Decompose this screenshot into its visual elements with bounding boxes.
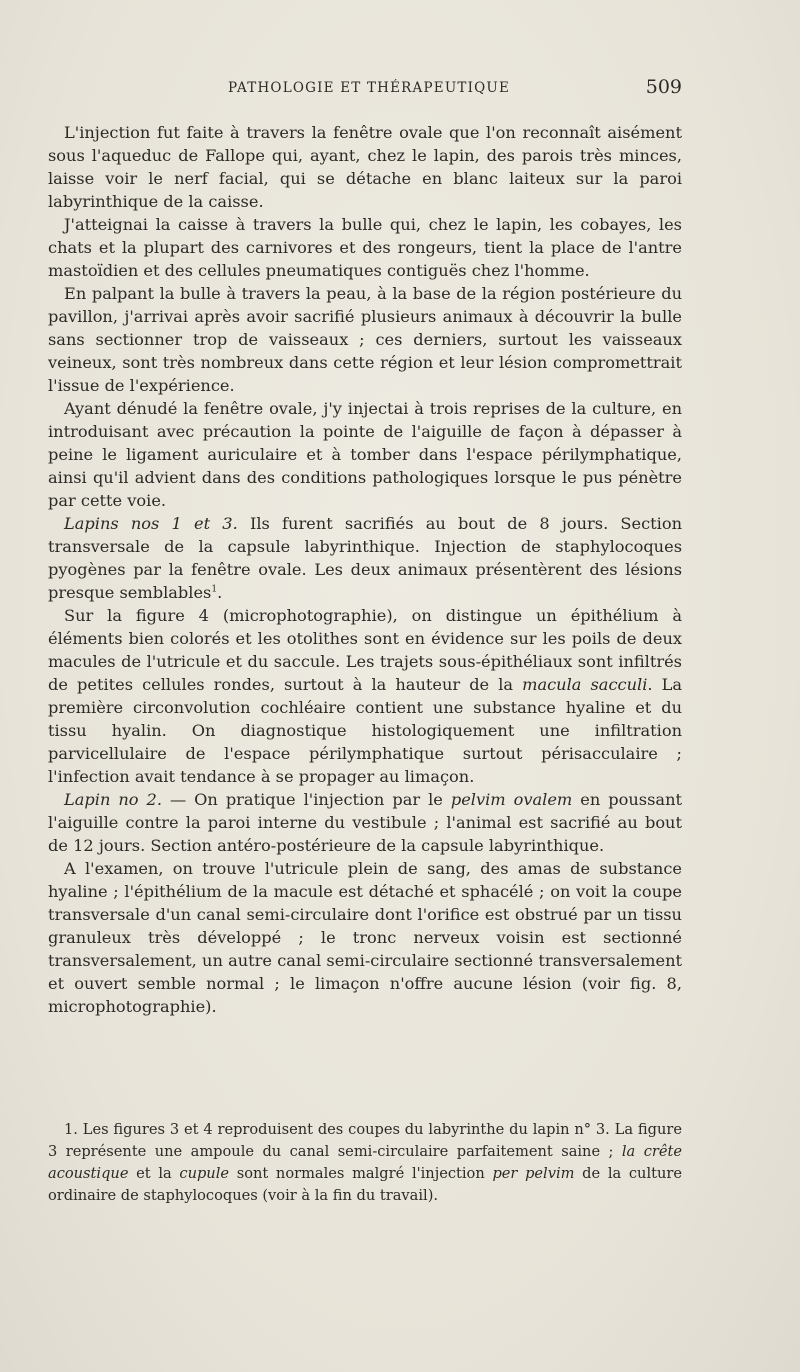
running-title: PATHOLOGIE ET THÉRAPEUTIQUE xyxy=(228,80,511,96)
paragraph: J'atteignai la caisse à travers la bulle qui, chez le lapin, les cobayes, les chats et la plupart des carnivores et des rongeurs, tient la place de l'antre mastoïdien et des cellules pneumatiques contiguës chez l'homme. xyxy=(48,215,682,280)
italic-term: cupule xyxy=(179,1165,230,1182)
paragraph: Ayant dénudé la fenêtre ovale, j'y injectai à trois reprises de la culture, en introduisant avec précaution la pointe de l'aiguille de façon à dépasser à peine le ligament auriculaire et à tomber dans l'espace périlymphatique, ainsi qu'il advient dans des conditions pathologiques lorsque le pus pénètre par cette voie. xyxy=(48,399,682,510)
paragraph: En palpant la bulle à travers la peau, à la base de la région postérieure du pavillon, j'arrivai après avoir sacrifié plusieurs animaux à découvrir la bulle sans sectionner trop de vaisseaux ; ces derniers, surtout les vaisseaux veineux, sont très nombreux dans cette région et leur lésion compromettrait l'issue de l'expérience. xyxy=(48,284,682,395)
italic-term: per pelvim xyxy=(492,1165,575,1182)
italic-term: la crête acoustique xyxy=(48,1143,682,1182)
subsection-label: Lapin no 2. xyxy=(64,790,162,809)
paragraph: Lapin no 2. — On pratique l'injection par le pelvim ovalem en poussant l'aiguille contre la paroi interne du vestibule ; l'animal est sacrifié au bout de 12 jours. Section antéro-postérieure de la capsule labyrinthique. xyxy=(48,790,682,855)
page-header xyxy=(48,76,682,100)
paragraph: Lapins nos 1 et 3. Ils furent sacrifiés au bout de 8 jours. Section transversale de la capsule labyrinthique. Injection de staphylocoques pyogènes par la fenêtre ovale. Les deux animaux présentèrent des lésions presque semblables$^1$. xyxy=(48,514,682,602)
paragraph: L'injection fut faite à travers la fenêtre ovale que l'on reconnaît aisément sous l'aqueduc de Fallope qui, ayant, chez le lapin, des parois très minces, laisse voir le nerf facial, qui se détache en blanc laiteux sur la paroi labyrinthique de la caisse. xyxy=(48,123,682,211)
italic-term: macula sacculi xyxy=(522,675,648,694)
footnote-marker: 1 xyxy=(211,584,218,595)
footnote: 1. Les figures 3 et 4 reproduisent des coupes du labyrinthe du lapin n° 3. La figure 3 représente une ampoule du canal semi-circulaire parfaitement saine ; la crête acoustique et la cupule sont normales malgré l'injection per pelvim de la culture ordinaire de staphylocoques (voir à la fin du travail). xyxy=(48,1121,682,1204)
paragraph: A l'examen, on trouve l'utricule plein de sang, des amas de substance hyaline ; l'épithélium de la macule est détaché et sphacélé ; on voit la coupe transversale d'un canal semi-circulaire dont l'orifice est obstrué par un tissu granuleux très développé ; le tronc nerveux voisin est sectionné transversalement, un autre canal semi-circulaire sectionné transversalement et ouvert semble normal ; le limaçon n'offre aucune lésion (voir fig. 8, microphotographie). xyxy=(48,859,682,1016)
italic-term: pelvim ovalem xyxy=(450,790,573,809)
paragraph: Sur la figure 4 (microphotographie), on distingue un épithélium à éléments bien colorés et les otolithes sont en évidence sur les poils de deux macules de l'utricule et du saccule. Les trajets sous-épithéliaux sont infiltrés de petites cellules rondes, surtout à la hauteur de la macula sacculi. La première circonvolution cochléaire contient une substance hyaline et du tissu hyalin. On diagnostique histologiquement une infiltration parvicellulaire de l'espace périlymphatique surtout périsacculaire ; l'infection avait tendance à se propager au limaçon. xyxy=(48,606,682,786)
subsection-label: Lapins nos 1 et 3. xyxy=(64,514,238,533)
body-text xyxy=(48,121,682,1018)
page-number: 509 xyxy=(645,76,682,98)
